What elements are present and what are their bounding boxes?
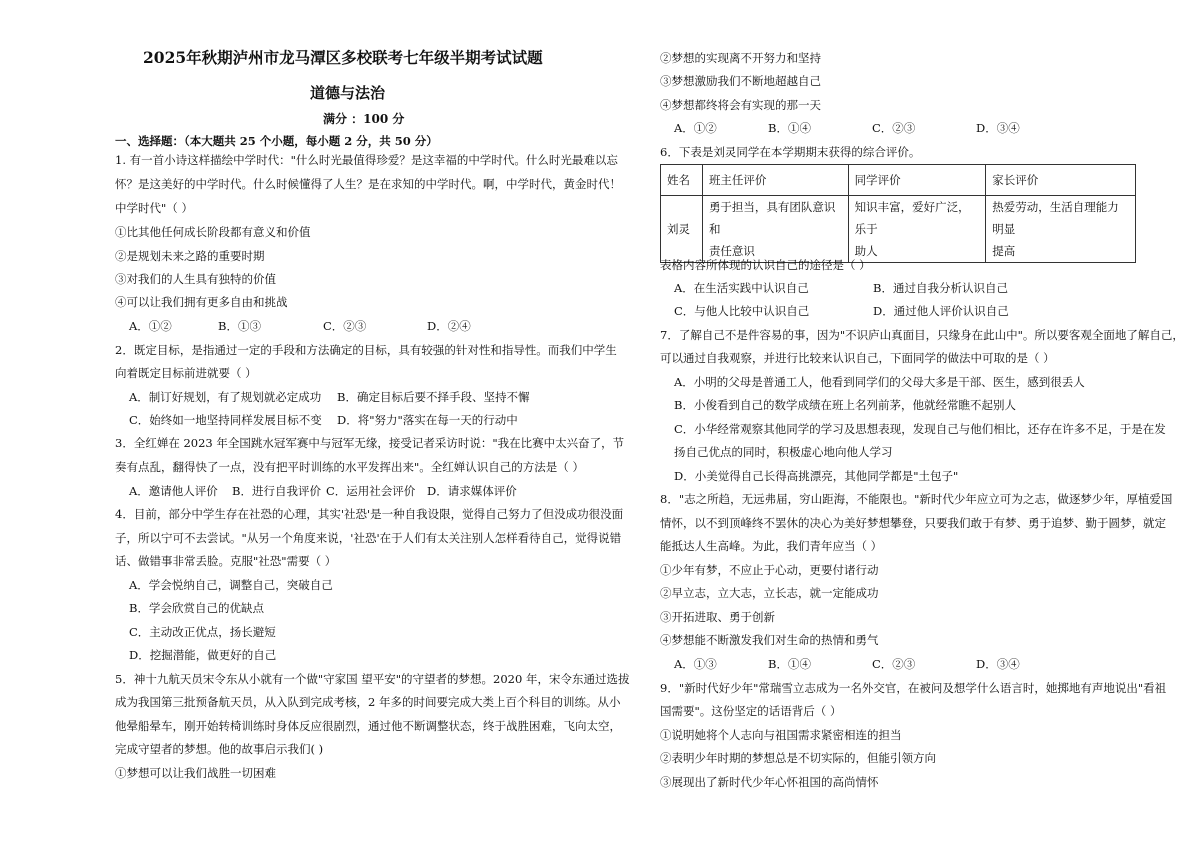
- q3-option-d: D．请求媒体评价: [427, 484, 517, 498]
- q8-item: ①少年有梦，不应止于心动，更要付诸行动: [660, 563, 879, 577]
- q8-option-b: B．①④: [768, 657, 811, 671]
- q8-option-c: C．②③: [872, 657, 916, 671]
- q8-option-d: D．③④: [976, 657, 1020, 671]
- q7-option-c: C．小华经常观察其他同学的学习及思想表现，发现自己与他们相比，还存在许多不足，于是在发: [674, 422, 1166, 436]
- q1-item: ①比其他任何成长阶段都有意义和价值: [115, 225, 311, 239]
- q4-line: 4．目前，部分中学生存在社恐的心理，其实'社恐'是一种自我设限，觉得自己努力了但没成功很没面: [115, 507, 624, 521]
- q1-option-c: C．②③: [323, 319, 367, 333]
- q8-line: 能抵达人生高峰。为此，我们青年应当（ ）: [660, 539, 883, 553]
- q7-option-b: B．小俊看到自己的数学成绩在班上名列前茅，他就经常瞧不起别人: [674, 398, 1016, 412]
- student-name-cell: 刘灵: [661, 196, 703, 263]
- exam-title: 2025年秋期泸州市龙马潭区多校联考七年级半期考试试题: [143, 48, 543, 67]
- q6-option-a: A．在生活实践中认识自己: [674, 281, 809, 295]
- evaluation-table: [660, 164, 1136, 263]
- q1-line: 怀？是这美好的中学时代。什么时候懂得了人生？是在求知的中学时代。啊，中学时代，黄金时代！: [115, 177, 621, 191]
- table-header-cell: 家长评价: [986, 165, 1136, 196]
- classmate-eval-cell: [848, 196, 986, 263]
- q5-option-b: B．①④: [768, 121, 811, 135]
- q3-option-b: B．进行自我评价: [232, 484, 321, 498]
- q5-option-d: D．③④: [976, 121, 1020, 135]
- q1-line: 中学时代"（ ）: [115, 201, 193, 215]
- q8-item: ④梦想能不断激发我们对生命的热情和勇气: [660, 633, 879, 647]
- table-row: [661, 196, 1136, 263]
- q5-line: 5．神十九航天员宋令东从小就有一个做"守家国 望平安"的守望者的梦想。2020 年，宋令东通过选拔: [115, 672, 630, 686]
- q6-question: 表格内容所体现的认识自己的途径是（ ）: [660, 258, 871, 272]
- cell-line: 知识丰富，爱好广泛，乐于: [854, 200, 970, 236]
- q6-option-b: B．通过自我分析认识自己: [873, 281, 1008, 295]
- q6-line: 6．下表是刘灵同学在本学期期末获得的综合评价。: [660, 145, 921, 159]
- q3-option-a: A．邀请他人评价: [129, 484, 218, 498]
- q9-item: ①说明她将个人志向与祖国需求紧密相连的担当: [660, 728, 902, 742]
- cell-line: 提高: [992, 244, 1016, 258]
- table-header-cell: 班主任评价: [702, 165, 848, 196]
- cell-line: 勇于担当，具有团队意识和: [708, 200, 836, 236]
- q6-option-d: D．通过他人评价认识自己: [873, 304, 1009, 318]
- q5-line: 完成守望者的梦想。他的故事启示我们( ): [115, 742, 324, 756]
- q5-item: ④梦想都终将会有实现的那一天: [660, 98, 821, 112]
- q2-option-b: B．确定目标后要不择手段、坚持不懈: [337, 390, 530, 404]
- q5-item: ①梦想可以让我们战胜一切困难: [115, 766, 276, 780]
- cell-line: 热爱劳动，生活自理能力明显: [992, 200, 1119, 236]
- q1-option-b: B．①③: [218, 319, 261, 333]
- q5-item: ②梦想的实现离不开努力和坚持: [660, 51, 821, 65]
- q7-line: 7．了解自己不是件容易的事，因为"不识庐山真面目，只缘身在此山中"。所以要客观全面地了解自己，: [660, 328, 1184, 342]
- parent-eval-cell: [986, 196, 1136, 263]
- q4-option-d: D．挖掘潜能，做更好的自己: [129, 648, 277, 662]
- q2-line: 2．既定目标，是指通过一定的手段和方法确定的目标，具有较强的针对性和指导性。而我们中学生: [115, 343, 617, 357]
- q4-option-b: B．学会欣赏自己的优缺点: [129, 601, 264, 615]
- q5-line: 他晕船晕车，刚开始转椅训练时身体反应很剧烈，通过他不断调整状态，终于战胜困难，飞向太空，: [115, 719, 621, 733]
- q5-item: ③梦想激励我们不断地超越自己: [660, 74, 821, 88]
- q9-item: ②表明少年时期的梦想总是不切实际的，但能引领方向: [660, 751, 936, 765]
- q4-option-a: A．学会悦纳自己，调整自己，突破自己: [129, 578, 333, 592]
- q9-item: ③展现出了新时代少年心怀祖国的高尚情怀: [660, 775, 879, 789]
- q3-line: 3．全红婵在 2023 年全国跳水冠军赛中与冠军无缘，接受记者采访时说："我在比赛中太兴奋了，节: [115, 436, 625, 450]
- q9-line: 9．"新时代好少年"常瑞雪立志成为一名外交官，在被问及想学什么语言时，她掷地有声地说出"看祖: [660, 681, 1167, 695]
- q4-option-c: C．主动改正优点，扬长避短: [129, 625, 276, 639]
- q1-item: ②是规划未来之路的重要时期: [115, 249, 265, 263]
- q5-option-a: A．①②: [674, 121, 717, 135]
- q2-option-d: D．将"努力"落实在每一天的行动中: [337, 413, 518, 427]
- q8-line: 情怀，以不到顶峰终不罢休的决心为美好梦想攀登，只要我们敢于有梦、勇于追梦、勤于圆梦，就定: [660, 516, 1166, 530]
- q7-option-c-cont: 扬自己优点的同时，积极虚心地向他人学习: [674, 445, 893, 459]
- q6-option-c: C．与他人比较中认识自己: [674, 304, 810, 318]
- q8-option-a: A．①③: [674, 657, 717, 671]
- q2-line: 向着既定目标前进就要（ ）: [115, 366, 257, 380]
- q7-option-d: D．小美觉得自己长得高挑漂亮，其他同学都是"土包子": [674, 469, 959, 483]
- q8-item: ③开拓进取、勇于创新: [660, 610, 775, 624]
- cell-line: 助人: [854, 244, 878, 258]
- table-header-cell: 姓名: [661, 165, 703, 196]
- q4-line: 话、做错事非常丢脸。克服"社恐"需要（ ）: [115, 554, 337, 568]
- q4-line: 子，所以宁可不去尝试。"从另一个角度来说，'社恐'在于人们有太关注别人怎样看待自己，觉得说错: [115, 531, 622, 545]
- cell-line: 责任意识: [708, 244, 755, 258]
- full-score: 满分 ：100 分: [323, 112, 405, 126]
- q7-option-a: A．小明的父母是普通工人，他看到同学们的父母大多是干部、医生，感到很丢人: [674, 375, 1085, 389]
- q3-option-c: C．运用社会评价: [326, 484, 416, 498]
- q2-option-c: C．始终如一地坚持同样发展目标不变: [129, 413, 322, 427]
- q5-option-c: C．②③: [872, 121, 916, 135]
- table-header-row: [661, 165, 1136, 196]
- q9-line: 国需要"。这份坚定的话语背后（ ）: [660, 704, 842, 718]
- q2-option-a: A．制订好规划，有了规划就必定成功: [129, 390, 322, 404]
- table-header-cell: 同学评价: [848, 165, 986, 196]
- q1-item: ③对我们的人生具有独特的价值: [115, 272, 276, 286]
- teacher-eval-cell: [702, 196, 848, 263]
- q1-line: 1. 有一首小诗这样描绘中学时代："什么时光最值得珍爱？是这幸福的中学时代。什么时光最难以忘: [115, 153, 618, 167]
- q1-option-a: A．①②: [129, 319, 172, 333]
- section-heading: 一、选择题：（本大题共 25 个小题，每小题 2 分，共 50 分）: [115, 134, 438, 148]
- q1-option-d: D．②④: [427, 319, 471, 333]
- q7-line: 可以通过自我观察，并进行比较来认识自己，下面同学的做法中可取的是（ ）: [660, 351, 1055, 365]
- subject-title: 道德与法治: [310, 84, 386, 102]
- q1-item: ④可以让我们拥有更多自由和挑战: [115, 295, 288, 309]
- q5-line: 成为我国第三批预备航天员，从入队到完成考核，2 年多的时间要完成大类上百个科目的训练。从小: [115, 695, 621, 709]
- q3-line: 奏有点乱，翻得快了一点，没有把平时训练的水平发挥出来"。全红婵认识自己的方法是（ ）: [115, 460, 584, 474]
- q8-line: 8．"志之所趋，无远弗届，穷山距海，不能限也。"新时代少年应立可为之志，做逐梦少年，厚植爱国: [660, 492, 1173, 506]
- q8-item: ②早立志，立大志，立长志，就一定能成功: [660, 586, 879, 600]
